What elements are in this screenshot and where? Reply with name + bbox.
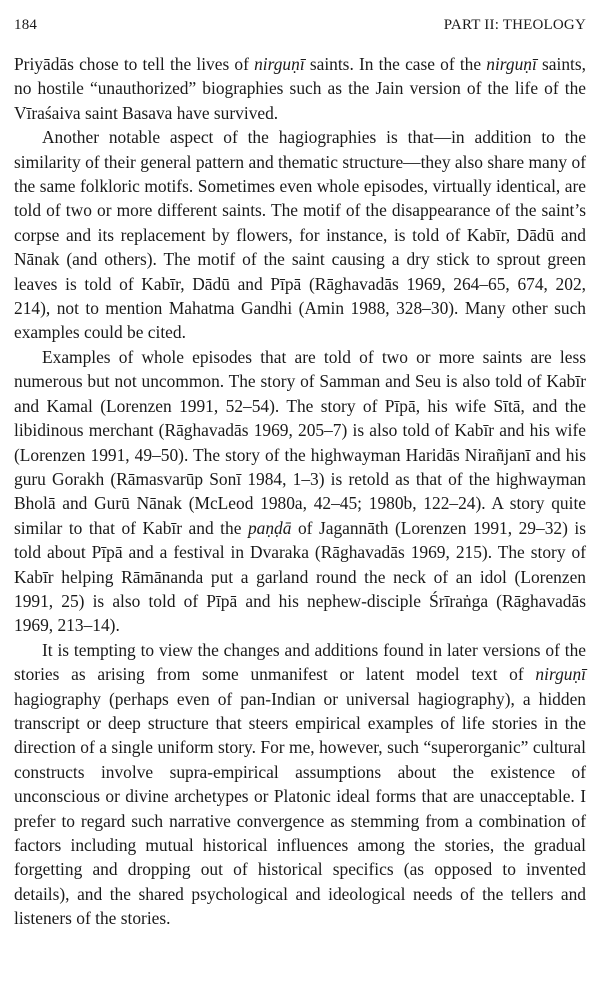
italic-term: nirguṇī [535, 664, 586, 685]
text-run: saints. In the case of the [304, 54, 487, 74]
text-run: saints, no hostile “unauthorized” biographies such as the Jain version of the life of the Vīraśaiva saint Basava have survived. [14, 54, 586, 123]
paragraph-2 [14, 125, 586, 345]
page-number: 184 [14, 17, 38, 33]
text-run: Priyādās chose to tell the lives of [14, 54, 255, 74]
running-head [14, 16, 586, 38]
paragraph-1 [14, 52, 586, 125]
paragraph-4 [14, 638, 586, 931]
body-text [14, 52, 586, 931]
italic-term: nirguṇī [254, 54, 305, 74]
text-run: It is tempting to view the changes and additions found in later versions of the stories as arising from some unmanifest or latent model text of [14, 639, 586, 685]
text-run: Another notable aspect of the hagiographies is that—in addition to the similarity of their general pattern and thematic structure—they also share many of the same folkloric motifs. Sometimes even whole episodes, virtually identical, are told of two or more different saints. The motif of the disappearance of the saint’s corpse and its replacement by flowers, for instance, is told of Kabīr, Dādū and Nānak (and others). The motif of the saint causing a dry stick to sprout green leaves is told of Kabīr, Dādū and Pīpā (Rāghavadās 1969, 264–65, 674, 202, 214), not to mention Mahatma Gandhi (Amin 1988, 328–30). Many other such examples could be cited. [14, 127, 586, 343]
italic-term: paṇḍā [247, 517, 292, 538]
italic-term: nirguṇī [486, 54, 537, 74]
text-run: hagiography (perhaps even of pan-Indian or universal hagiography), a hidden transcript or deep structure that steers empirical examples of life stories in the direction of a single uniform story. For me, however, such “superorganic” cultural constructs involve supra-empirical assumptions about the existence of unconscious or divine archetypes or Platonic ideal forms that are unacceptable. I prefer to regard such narrative convergence as stemming from a combination of factors including mutual historical influences among the stories, the gradual forgetting and dropping out of historical specifics (as opposed to invented details), and the shared psychological and ideological needs of the tellers and listeners of the stories. [14, 688, 586, 929]
paragraph-3 [14, 345, 586, 638]
text-run: Examples of whole episodes that are told of two or more saints are less numerous but not uncommon. The story of Samman and Seu is also told of Kabīr and Kamal (Lorenzen 1991, 52–54). The story of Pīpā, his wife Sītā, and the libidinous merchant (Rāghavadās 1969, 205–7) is also told of Kabīr and his wife (Lorenzen 1991, 49–50). The story of the highwayman Haridās Nirañjanī and his guru Gorakh (Rāmasvarūp Sonī 1984, 1–3) is retold as that of the highwayman Bholā and Gurū Nānak (McLeod 1980a, 42–45; 1980b, 122–24). A story quite similar to that of Kabīr and the [14, 346, 586, 538]
text-run: of Jagannāth (Lorenzen 1991, 29–32) is told about Pīpā and a festival in Dvaraka (Rāghavadās 1969, 215). The story of Kabīr helping Rāmānanda put a garland round the neck of an idol (Lorenzen 1991, 25) is also told of Pīpā and his nephew-disciple Śrīraṅga (Rāghavadās 1969, 213–14). [14, 517, 586, 636]
running-title: PART II: THEOLOGY [443, 17, 586, 33]
